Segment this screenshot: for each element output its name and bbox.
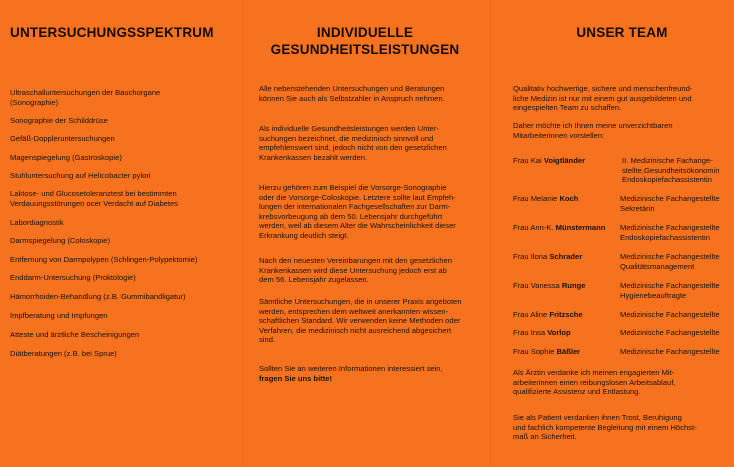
member-surname: Koch	[559, 194, 579, 203]
text-line: Sämtliche Untersuchungen, die in unserer Praxis angeboten	[259, 297, 462, 306]
text-line: (Sonographie)	[10, 97, 59, 107]
member-firstname: Frau Melanie	[513, 194, 560, 203]
text-line: sind.	[259, 335, 276, 345]
text-line: krebsvorbeugung ab dem 50. Lebensjahr durchgeführt	[259, 211, 443, 221]
member-firstname: Frau Ilona	[513, 252, 550, 261]
text-line: Stuhluntersuchung auf Helicobacter pylori	[10, 171, 151, 180]
text-line: Ultraschalluntersuchungen der Bauchorgane	[10, 88, 161, 97]
text-line: Hämorrhoiden-Behandlung (z.B. Gummibandligatur)	[10, 292, 186, 301]
text-line: Verfahren, die medizinisch nicht ausreichend abgesichert	[259, 325, 452, 335]
text-line: werden, entsprechen dem weltweit anerkannten wissen-	[259, 306, 449, 316]
text-line: Diätberatungen (z.B. bei Sprue)	[10, 349, 117, 358]
text-line: schaftlichen Standard. Wir verwenden keine Methoden oder	[259, 316, 461, 326]
fold-line-left	[243, 0, 244, 467]
member-name	[513, 347, 580, 357]
member-role: Medizinische Fachangestellte	[620, 281, 720, 290]
member-role: Medizinische Fachangestellte	[620, 252, 720, 261]
member-role: Medizinische Fachangestellte	[620, 310, 720, 319]
text-line: Laktose- und Glucosetoleranztest bei bestimmten	[10, 189, 177, 198]
text-line: Krankenkassen bezahlt werden.	[259, 152, 368, 162]
member-firstname: Frau Ann-K.	[513, 223, 556, 232]
member-name	[513, 281, 585, 291]
text-line: werden, weil ab diesem Alter die Wahrscheinlichkeit dieser	[259, 221, 456, 231]
member-firstname: Frau Insa	[513, 328, 548, 337]
member-role: stellte,Gesundheitsökonomin	[622, 165, 720, 175]
member-firstname: Frau Aline	[513, 310, 550, 319]
member-surname: Voigtländer	[543, 156, 586, 165]
member-role: Hygienebeauftragte	[620, 290, 687, 300]
member-name	[513, 310, 583, 320]
member-surname: Vorlop	[547, 328, 571, 337]
member-role: Sekretärin	[620, 203, 655, 213]
member-surname: Schrader	[549, 252, 583, 261]
text-line: Als Ärztin verdanke ich meinen engagierten Mit-	[513, 368, 675, 377]
text-line: Sie als Patient verdanken ihnen Trost, Beruhigung	[513, 413, 682, 422]
text-line: Mitarbeiterinnen vorstellen:	[513, 130, 605, 140]
member-firstname: Frau Sophie	[513, 347, 557, 356]
text-line: Daher möchte ich Ihnen meine unverzichtbaren	[513, 121, 673, 130]
member-role: Endoskopiefachassistentin	[620, 232, 710, 242]
text-line: Impfberatung und Impfungen	[10, 311, 108, 320]
member-role: Endoskopiefachassistentin	[622, 175, 712, 185]
member-role: Qualitätsmanagement	[620, 261, 695, 271]
left-column-title: UNTERSUCHUNGSSPEKTRUM	[10, 25, 214, 40]
text-line: lungen der internationalen Fachgesellschaften zur Darm-	[259, 202, 451, 212]
text-line: arbeiterinnen einen reibungslosen Arbeitsablauf,	[513, 377, 676, 387]
member-surname: Bäßler	[556, 347, 581, 356]
text-line: und fachlich kompetente Begleitung mit einem Höchst-	[513, 422, 697, 432]
member-name	[513, 194, 578, 204]
member-name	[513, 328, 571, 338]
middle-column-title	[252, 24, 478, 58]
middle-title-line1: INDIVIDUELLE	[316, 25, 414, 40]
member-surname: Runge	[561, 281, 586, 290]
text-line: liche Medizin ist nur mit einem gut ausgebildeten und	[513, 93, 692, 103]
member-role: II. Medizinische Fachange-	[622, 156, 713, 165]
text-line: Magenspiegelung (Gastroskopie)	[10, 153, 122, 162]
text-line: Gefäß-Doppleruntersuchungen	[10, 134, 115, 143]
text-line: eingespielten Team zu schaffen.	[513, 103, 622, 113]
fold-line-right	[490, 0, 491, 467]
text-line: Hierzu gehören zum Beispiel die Vorsorge-Sonographie	[259, 183, 447, 192]
text-line: Als individuelle Gesundheitsleistungen werden Unter-	[259, 124, 439, 133]
middle-title-line2: GESUNDHEITSLEISTUNGEN	[270, 42, 460, 57]
text-line: Krankenkassen wird diese Untersuchung jedoch erst ab	[259, 265, 447, 275]
text-line: Nach den neuesten Vereinbarungen mit den gesetzlichen	[259, 256, 452, 265]
text-line: Sonographie der Schilddrüse	[10, 116, 108, 125]
text-line: Atteste und ärztliche Bescheinigungen	[10, 330, 140, 339]
member-role: Medizinische Fachangestellte	[620, 223, 720, 232]
member-role: Medizinische Fachangestellte	[620, 328, 720, 337]
right-column-title: UNSER TEAM	[576, 25, 668, 40]
text-line: Enddarm-Untersuchung (Proktologie)	[10, 273, 136, 282]
text-line: dem 56. Lebensjahr zugelassen.	[259, 275, 369, 285]
member-firstname: Frau Vanessa	[513, 281, 562, 290]
member-role: Medizinische Fachangestellte	[620, 347, 720, 356]
text-line: Qualitativ hochwertige, sichere und menschenfreund-	[513, 84, 693, 93]
closing-line1: Sollten Sie an weiteren Informationen interessiert sein,	[259, 364, 443, 373]
member-surname: Fritzsche	[549, 310, 583, 319]
member-name	[513, 156, 585, 166]
text-line: Darmspiegelung (Coloskopie)	[10, 236, 111, 245]
member-name	[513, 252, 582, 262]
text-line: qualifizierte Assistenz und Entlastung.	[513, 387, 641, 397]
member-surname: Münstermann	[555, 223, 606, 232]
member-name	[513, 223, 605, 233]
text-line: suchungen bezeichnet, die medizinisch sinnvoll und	[259, 133, 434, 143]
text-line: Labordiagnostik	[10, 218, 64, 227]
text-line: Alle nebenstehenden Untersuchungen und Beratungen	[259, 84, 445, 93]
text-line: Verdauungsstörungen ocer Verdacht auf Diabetes	[10, 198, 179, 208]
member-role: Medizinische Fachangestellte	[620, 194, 720, 203]
text-line: empfehlenswert sind, jedoch nicht von den gesetzlichen	[259, 143, 447, 153]
text-line: Entfernung von Darmpolypen (Schlingen-Polypektomie)	[10, 255, 198, 264]
text-line: können Sie auch als Selbstzahler in Anspruch nehmen.	[259, 93, 445, 103]
member-firstname: Frau Kai	[513, 156, 544, 165]
text-line: maß an Sicherheit.	[513, 432, 577, 442]
closing-line2: fragen Sie uns bitte!	[259, 374, 332, 383]
text-line: oder die Vorsorge-Coloskopie. Letztere sollte laut Empfeh-	[259, 192, 456, 202]
text-line: Erkrankung deutlich steigt.	[259, 231, 349, 240]
